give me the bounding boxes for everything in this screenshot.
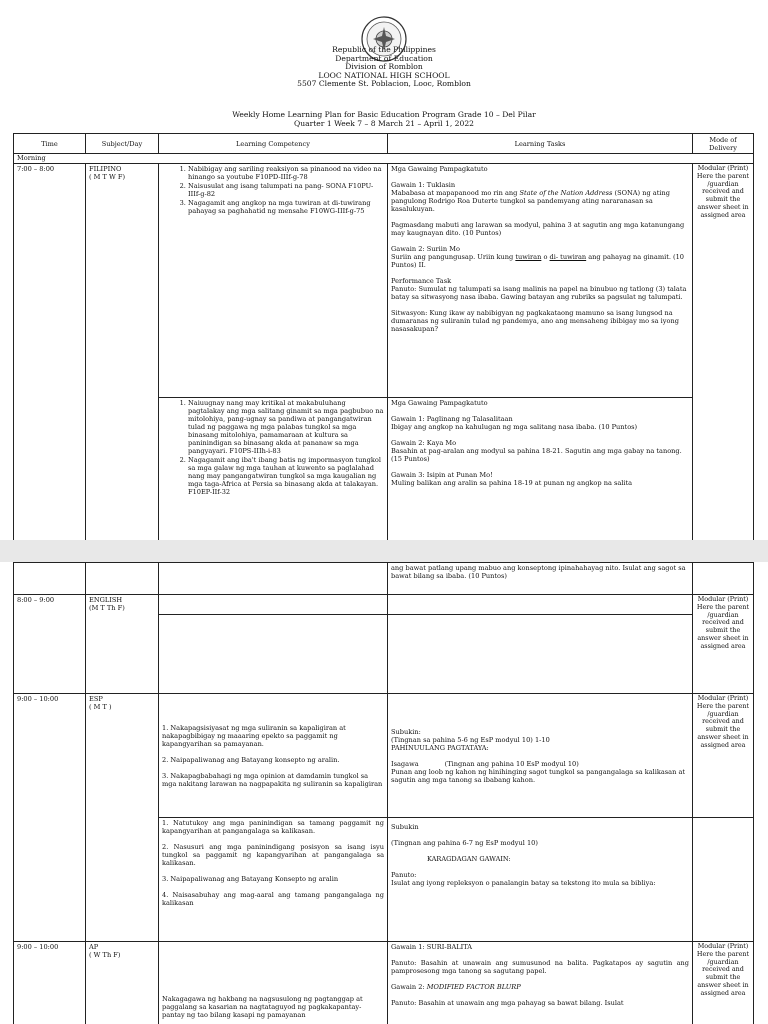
list-item: 1. Nakapagsisiyasat ng mga suliranin sa kapaligiran at nakapagbibigay ng maaaring epekto sa paggamit ng kapangyarihan sa pamayanan. <box>162 723 346 748</box>
subukin-ref: (Tingnan ang pahina 6-7 ng EsP modyul 10) <box>391 839 538 847</box>
department-line: Department of Education <box>335 53 433 63</box>
learning-plan-table <box>13 133 754 540</box>
document-page-2 <box>0 562 768 1024</box>
ap-time: 9:00 – 10:00 <box>14 942 86 1024</box>
ap-competency-text: Nakagagawa ng hakbang na nagsusulong ng pagtanggap at paggalang sa kasarian na nagtataguyod ng pagkakapantay-pantay ng tao bilang kasapi ng pamayanan <box>162 995 363 1019</box>
esp-tasks-2 <box>388 818 693 942</box>
session-row <box>14 154 754 164</box>
english-subject-cell <box>86 595 159 694</box>
esp-tasks-1 <box>388 694 693 818</box>
performance-task-title: Performance Task <box>391 277 452 285</box>
list-item: 2. Nasusuri ang mga paninindigang posisyon sa isang isyu tungkol sa paggamit ng kapangyarihan at pangangalaga sa kalikasan. <box>162 843 384 867</box>
filipino-competency-1 <box>159 164 388 398</box>
gawain-text: Panuto: Basahin at unawain ang sumusunod na balita. Pagkatapos ay sagutin ang pamprosesong mga tanong sa sagutang papel. <box>391 959 689 975</box>
gawain-text: Basahin at pag-aralan ang modyul sa pahina 18-21. Sagutin ang mga gabay na tanong. (15 Puntos) <box>391 447 682 463</box>
list-item: 2. Nagagamit ang iba't ibang batis ng impormasyon tungkol sa mga galaw ng mga tauhan at kuwento sa paglalahad nang may pangangatwiran tungkol sa mga kaugalian ng mga taga-Africa at Persia sa binasang akda at talakayan. F10EP-IIf-32 <box>188 456 384 496</box>
table-row <box>14 164 754 398</box>
english-subject: ENGLISH <box>89 596 123 604</box>
ap-subject: AP <box>89 943 99 951</box>
filipino-time: 7:00 – 8:00 <box>14 164 86 541</box>
list-item: 2. Naipapaliwanag ang Batayang konsepto ng aralin. <box>162 755 340 764</box>
table-row <box>14 942 754 1024</box>
isagawa-text: Punan ang loob ng kahon ng hinihinging sagot tungkol sa pangangalaga sa kalikasan at sagutin ang mga tanong sa ibabang kahon. <box>391 767 686 784</box>
gawain-text: Pagmasdang mabuti ang larawan sa modyul, pahina 3 at sagutin ang mga katanungang may kaugnayan dito. (10 Puntos) <box>391 221 685 237</box>
english-mode: Modular (Print) Here the parent /guardian received and submit the answer sheet in assigned area <box>693 595 754 694</box>
gawain-text: Mababasa at mapapanood mo rin ang State of the Nation Address (SONA) ng ating pangulong Rodrigo Roa Duterte tungkol sa pandemyang ating nararanasan sa kasalukuyan. <box>391 189 670 213</box>
school-address: 5507 Clemente St. Poblacion, Looc, Romblon <box>297 79 471 89</box>
gawain-text: Ibigay ang angkop na kahulugan ng mga salitang nasa ibaba. (10 Puntos) <box>391 423 638 431</box>
performance-task-text: Panuto: Sumulat ng talumpati sa isang malinis na papel na binubuo ng tatlong (3) talata batay sa sitwasyong nasa ibaba. Gawing batayan ang rubriks sa pagsulat ng talumpati. <box>391 285 687 301</box>
table-row <box>14 595 754 615</box>
table-row <box>14 563 754 595</box>
esp-mode: Modular (Print) Here the parent /guardian received and submit the answer sheet in assigned area <box>693 694 754 818</box>
school-name: LOOC NATIONAL HIGH SCHOOL <box>318 70 450 80</box>
session-label: Morning <box>14 154 754 164</box>
filipino-competency-2 <box>159 398 388 541</box>
ap-competency <box>159 942 388 1024</box>
gawain-text: Muling balikan ang aralin sa pahina 18-19 at punan ng angkop na salita <box>391 479 633 487</box>
esp-time: 9:00 – 10:00 <box>14 694 86 942</box>
list-item: 1. Natutukoy ang mga paninindigan sa tamang paggamit ng kapangyarihan at pangangalaga sa kalikasan. <box>162 819 384 835</box>
subukin-ref: (Tingnan sa pahina 5-6 ng EsP modyul 10) 1-10 <box>391 735 550 744</box>
ap-mode: Modular (Print) Here the parent /guardian received and submit the answer sheet in assigned area <box>693 942 754 1024</box>
col-subject: Subject/Day <box>86 134 159 154</box>
panuto-label: Panuto: <box>391 871 417 879</box>
filipino-tasks-1 <box>388 164 693 398</box>
list-item: 3. Naipapaliwanag ang Batayang Konsepto ng aralin <box>162 875 339 883</box>
gawain-text: Panuto: Basahin at unawain ang mga pahayag sa bawat bilang. Isulat <box>391 999 624 1007</box>
karagdagan-label: KARAGDAGAN GAWAIN: <box>427 855 511 863</box>
list-item: 4. Naisasabuhay ang mag-aaral ang tamang pangangalaga ng kalikasan <box>162 891 384 907</box>
tasks-heading: Mga Gawaing Pampagkatuto <box>391 399 488 407</box>
list-item: 3. Nagagamit ang angkop na mga tuwiran at di-tuwirang pahayag sa paghahatid ng mensahe F10WG-IIIf-g-75 <box>188 199 384 215</box>
esp-subject: ESP <box>89 695 103 703</box>
gawain-text: Suriin ang pangungusap. Uriin kung tuwiran o di- tuwiran ang pahayag na ginamit. (10 Puntos) II. <box>391 253 684 269</box>
table-header-row <box>14 134 754 154</box>
letterhead <box>0 46 768 89</box>
filipino-subject: FILIPINO <box>89 165 122 173</box>
pahinuulang-label: PAHINUULANG PAGTATAYA: <box>391 743 489 752</box>
subukin-label: Subukin: <box>391 727 421 736</box>
gawain-title: Gawain 3: Isipin at Punan Mo! <box>391 471 493 479</box>
gawain-title: Gawain 1: Tuklasin <box>391 181 456 189</box>
page-gap <box>0 540 768 562</box>
col-tasks: Learning Tasks <box>388 134 693 154</box>
gawain-title: Gawain 2: Kaya Mo <box>391 439 457 447</box>
ap-tasks <box>388 942 693 1024</box>
tasks-heading: Mga Gawaing Pampagkatuto <box>391 165 488 173</box>
list-item: 1. Nabibigay ang sariling reaksiyon sa pinanood na video na hinango sa youtube F10PD-IIIf-g-78 <box>188 165 384 181</box>
quarter-line: Quarter 1 Week 7 – 8 March 21 – April 1, 2022 <box>293 118 474 128</box>
subukin-label: Subukin <box>391 823 419 831</box>
filipino-tasks-2 <box>388 398 693 541</box>
gawain-title: Gawain 1: Paglinang ng Talasalitaan <box>391 415 513 423</box>
esp-competency-1 <box>159 694 388 818</box>
col-time: Time <box>14 134 86 154</box>
republic-line: Republic of the Philippines <box>332 45 436 54</box>
learning-plan-table-continued <box>13 562 754 1024</box>
gawain-title: Gawain 2: Suriin Mo <box>391 245 460 253</box>
list-item: 1. Naiuugnay nang may kritikal at makabuluhang pagtalakay ang mga salitang ginamit sa mga pagbubuo na mitolohiya, pang-ugnay sa pandiwa at pangangatwiran tulad ng paggawa ng mga palabas tungkol sa mga binasang mitolohiya, pamamaraan at kultura sa paninindigan sa binasang akda at pananaw sa mga pangyayari. F10PS-IIIh-i-83 <box>188 399 384 455</box>
plan-title-block <box>0 111 768 128</box>
english-days: (M T Th F) <box>89 604 125 612</box>
list-item: 3. Nakapagbabahagi ng mga opinion at damdamin tungkol sa mga nakitang larawan na nagpapakita ng suliranin sa kapaligiran <box>162 771 383 788</box>
filipino-mode: Modular (Print) Here the parent /guardian received and submit the answer sheet in assigned area <box>693 164 754 541</box>
ap-days: ( W Th F) <box>89 951 121 959</box>
col-competency: Learning Competency <box>159 134 388 154</box>
gawain-title: Gawain 1: SURI-BALITA <box>391 943 472 951</box>
table-row <box>14 694 754 818</box>
esp-subject-cell <box>86 694 159 942</box>
esp-competency-2 <box>159 818 388 942</box>
col-mode: Mode of Delivery <box>693 134 754 154</box>
filipino-tasks-continued: ang bawat patlang upang mabuo ang konseptong ipinahahayag nito. Isulat ang sagot sa bawat bilang sa ibaba. (10 Puntos) <box>388 563 693 595</box>
filipino-days: ( M T W F) <box>89 173 126 181</box>
filipino-subject-cell <box>86 164 159 541</box>
panuto-text: Isulat ang iyong repleksyon o panalangin batay sa tekstong ito mula sa bibliya: <box>391 879 656 887</box>
ap-subject-cell <box>86 942 159 1024</box>
esp-days: ( M T ) <box>89 703 112 711</box>
list-item: 2. Naisusulat ang isang talumpati na pang- SONA F10PU-IIIf-g-82 <box>188 182 384 198</box>
division-line: Division of Romblon <box>345 62 423 72</box>
isagawa-line: Isagawa (Tingnan ang pahina 10 EsP modyul 10) <box>391 759 579 768</box>
english-time: 8:00 – 9:00 <box>14 595 86 694</box>
gawain-title: Gawain 2: MODIFIED FACTOR BLURP <box>391 983 521 991</box>
sitwasyon-text: Sitwasyon: Kung ikaw ay nabibigyan ng pagkakataong mamuno sa isang lungsod na dumaranas ng suliranin tulad ng pandemya, ano ang mensaheng ibibigay mo sa iyong nasasakupan? <box>391 309 679 333</box>
plan-title: Weekly Home Learning Plan for Basic Education Program Grade 10 – Del Pilar <box>232 110 536 119</box>
